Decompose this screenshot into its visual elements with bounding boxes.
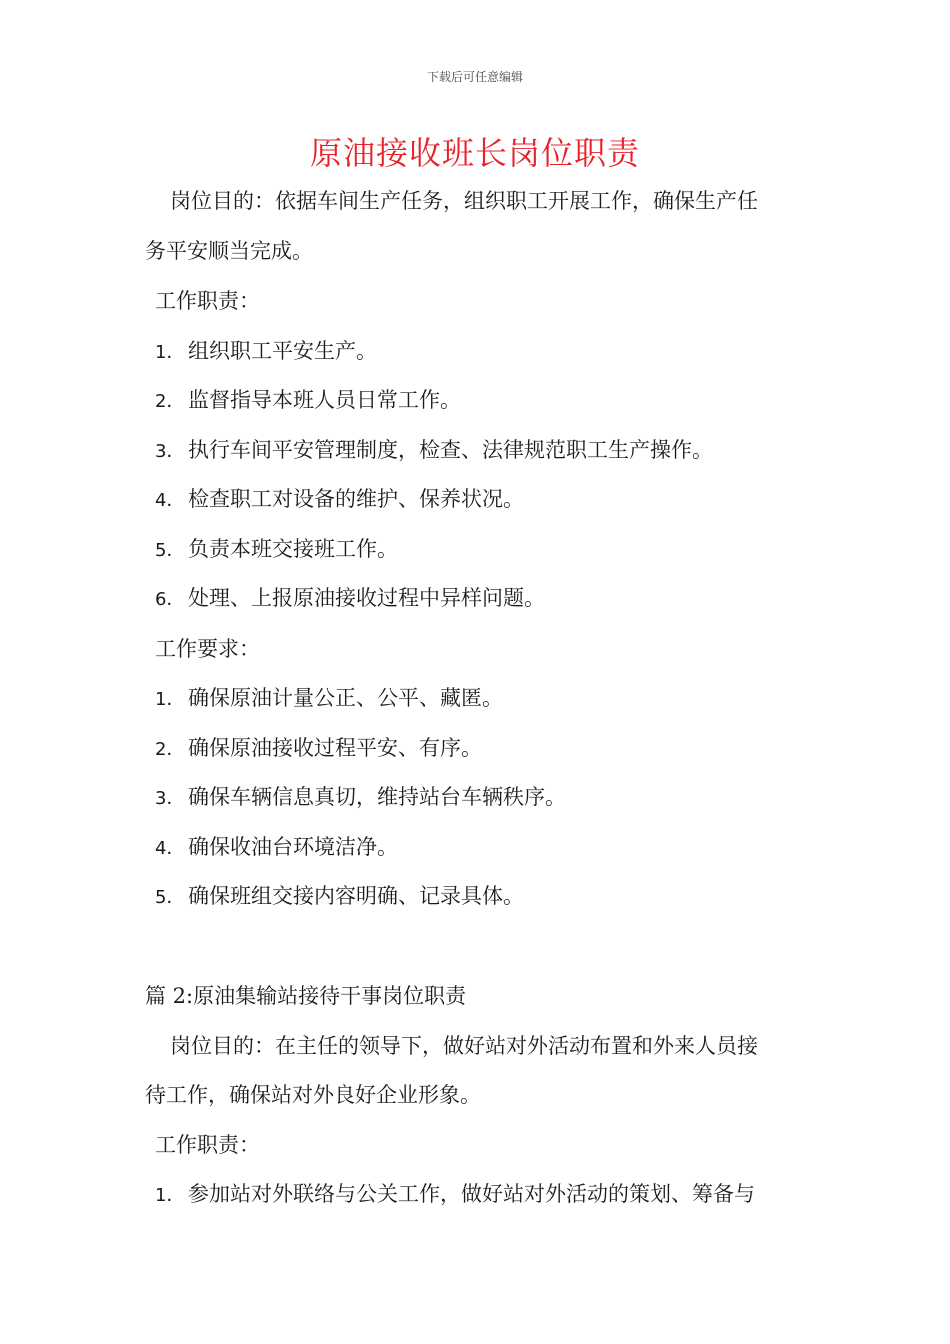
duty-item-text: 处理、上报原油接收过程中异样问题。 [188,586,545,610]
duties-heading: 工作职责： [155,289,260,313]
requirement-item-number: 5． [155,887,185,908]
duty-item [155,534,398,566]
requirement-item [155,782,566,814]
requirement-item-text: 确保原油计量公正、公平、藏匿。 [188,686,503,710]
duty-item-text: 组织职工平安生产。 [188,339,377,363]
section-2-duty-item [155,1179,755,1211]
duty-item-number: 1． [155,342,185,363]
duty-item-text: 检查职工对设备的维护、保养状况。 [188,487,524,511]
duty-item [155,435,713,467]
section-2-purpose-line-1: 岗位目的：在主任的领导下，做好站对外活动布置和外来人员接 [170,1034,758,1058]
duty-item-number: 2． [155,391,185,412]
section-2-title: 篇 2:原油集输站接待干事岗位职责 [145,984,467,1008]
duty-item [155,336,377,368]
requirement-item [155,832,398,864]
duty-item-number: 6． [155,589,185,610]
requirement-item [155,881,524,913]
requirement-item-number: 1． [155,689,185,710]
requirement-item-text: 确保班组交接内容明确、记录具体。 [188,884,524,908]
requirement-item-text: 确保车辆信息真切，维持站台车辆秩序。 [188,785,566,809]
requirements-heading: 工作要求： [155,637,260,661]
purpose-paragraph-line-1: 岗位目的：依据车间生产任务，组织职工开展工作，确保生产任 [170,189,758,213]
duty-item-text: 参加站对外联络与公关工作，做好站对外活动的策划、筹备与 [188,1182,755,1206]
requirement-item-number: 2． [155,739,185,760]
requirement-item-number: 4． [155,838,185,859]
duty-item-number: 4． [155,490,185,511]
section-2-duties-heading: 工作职责： [155,1133,260,1157]
requirement-item-number: 3． [155,788,185,809]
requirement-item [155,733,482,765]
document-title: 原油接收班长岗位职责 [309,134,640,172]
section-2-purpose-line-2: 待工作，确保站对外良好企业形象。 [145,1083,481,1107]
purpose-paragraph-line-2: 务平安顺当完成。 [145,239,313,263]
duty-item-number: 5． [155,540,185,561]
requirement-item-text: 确保收油台环境洁净。 [188,835,398,859]
duty-item-text: 监督指导本班人员日常工作。 [188,388,461,412]
duty-item-number: 1． [155,1185,185,1206]
duty-item [155,385,461,417]
duty-item-text: 负责本班交接班工作。 [188,537,398,561]
duty-item [155,583,545,615]
duty-item [155,484,524,516]
requirement-item-text: 确保原油接收过程平安、有序。 [188,736,482,760]
duty-item-text: 执行车间平安管理制度，检查、法律规范职工生产操作。 [188,438,713,462]
requirement-item [155,683,503,715]
duty-item-number: 3． [155,441,185,462]
page-header-note: 下载后可任意编辑 [426,70,523,84]
